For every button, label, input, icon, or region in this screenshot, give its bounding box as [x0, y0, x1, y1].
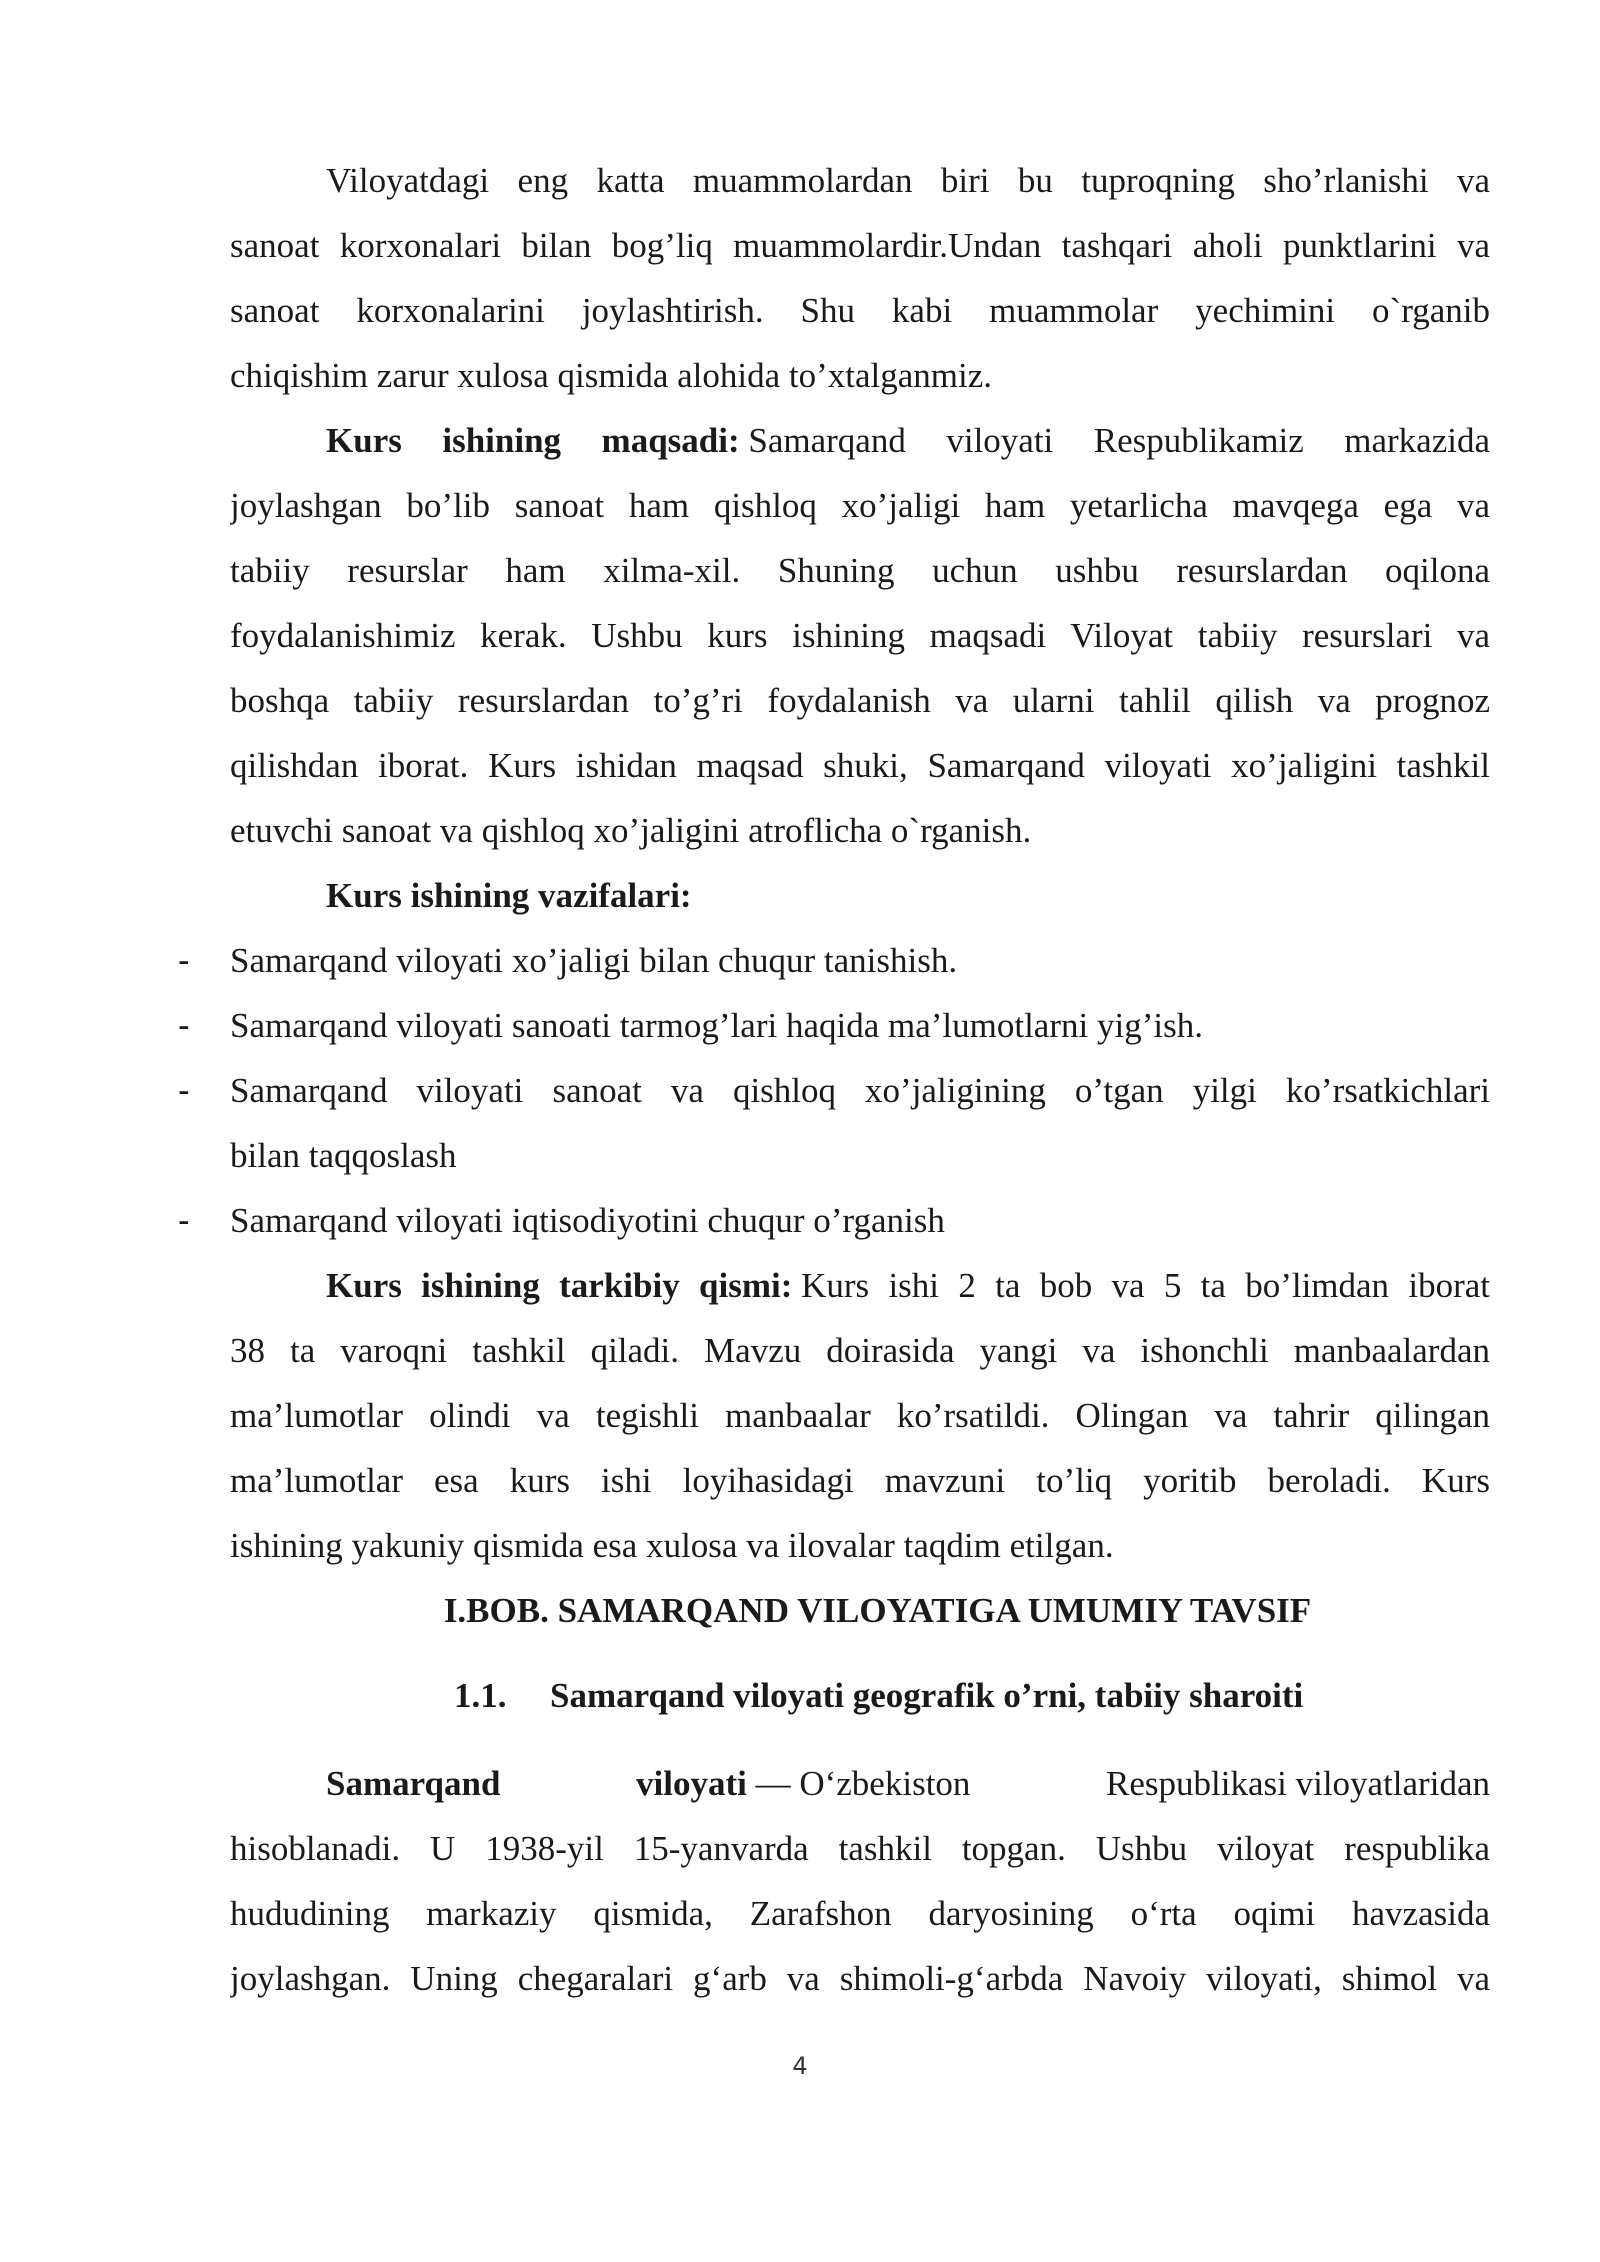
- section-title: Samarqand viloyati geografik o’rni, tabiiy sharoiti: [550, 1676, 1304, 1715]
- tasks-heading-block: [230, 863, 1490, 928]
- text-line: joylashgan bo’lib sanoat ham qishloq xo’jaligi ham yetarlicha mavqega ega va: [230, 486, 1490, 525]
- list-item-text: Samarqand viloyati iqtisodiyotini chuqur o’rganish: [230, 1201, 945, 1240]
- list-item: [0, 1058, 1600, 1188]
- chapter-heading: I.BOB. SAMARQAND VILOYATIGA UMUMIY TAVSIF: [443, 1591, 1312, 1630]
- list-item-text: Samarqand viloyati sanoati tarmog’lari haqida ma’lumotlarni yig’ish.: [230, 1006, 1203, 1045]
- text-line: ma’lumotlar esa kurs ishi loyihasidagi mavzuni to’liq yoritib beroladi. Kurs: [230, 1461, 1490, 1500]
- paragraph-structure: [230, 1253, 1490, 1578]
- text-line: chiqishim zarur xulosa qismida alohida to’xtalganmiz.: [230, 356, 993, 395]
- text-line: sanoat korxonalari bilan bog’liq muammolardir.Undan tashqari aholi punktlarini va: [230, 226, 1490, 265]
- text-line: [230, 1253, 1490, 1318]
- dash-bullet: -: [178, 1006, 190, 1045]
- text-line: joylashgan. Uning chegaralari g‘arb va shimoli-g‘arbda Navoiy viloyati, shimol va: [230, 1959, 1490, 1998]
- intro-middle: [636, 1751, 970, 1816]
- intro-uzbekistan: — O‘zbekiston: [746, 1764, 971, 1803]
- section-number: 1.1.: [454, 1676, 507, 1715]
- structure-first-line: Kurs ishi 2 ta bob va 5 ta bo’limdan iborat: [801, 1266, 1490, 1305]
- text-line: 38 ta varoqni tashkil qiladi. Mavzu doirasida yangi va ishonchli manbaalardan: [230, 1331, 1490, 1370]
- text-line: tabiiy resurslar ham xilma-xil. Shuning uchun ushbu resurslardan oqilona: [230, 551, 1490, 590]
- section-heading: [454, 1663, 1303, 1728]
- paragraph-intro-problems: [230, 148, 1490, 408]
- text-line: foydalanishimiz kerak. Ushbu kurs ishining maqsadi Viloyat tabiiy resurslari va: [230, 616, 1490, 655]
- list-item-text: bilan taqqoslash: [230, 1136, 457, 1175]
- text-line: [230, 1751, 1490, 1816]
- text-line: boshqa tabiiy resurslardan to’g’ri foydalanish va ularni tahlil qilish va prognoz: [230, 681, 1490, 720]
- text-line: [230, 408, 1490, 473]
- dash-bullet: -: [178, 941, 190, 980]
- list-item-text: Samarqand viloyati xo’jaligi bilan chuqur tanishish.: [230, 941, 958, 980]
- paragraph-aim: [230, 408, 1490, 863]
- list-item: [0, 928, 1600, 993]
- text-line: Viloyatdagi eng katta muammolardan biri bu tuproqning sho’rlanishi va: [326, 161, 1490, 200]
- text-line: hududining markaziy qismida, Zarafshon daryosining o‘rta oqimi havzasida: [230, 1894, 1490, 1933]
- tasks-heading-text: Kurs ishining vazifalari:: [326, 876, 692, 915]
- intro-word-viloyati: viloyati: [636, 1764, 747, 1803]
- text-line: qilishdan iborat. Kurs ishidan maqsad shuki, Samarqand viloyati xo’jaligini tashkil: [230, 746, 1490, 785]
- aim-first-line: Samarqand viloyati Respublikamiz markazida: [748, 421, 1490, 460]
- tasks-heading: [230, 863, 1490, 928]
- dash-bullet: -: [178, 1071, 190, 1110]
- text-line: ma’lumotlar olindi va tegishli manbaalar ko’rsatildi. Olingan va tahrir qilingan: [230, 1396, 1490, 1435]
- structure-label: Kurs ishining tarkibiy qismi:: [326, 1266, 793, 1305]
- dash-bullet: -: [178, 1201, 190, 1240]
- list-item: [0, 993, 1600, 1058]
- intro-tail: Respublikasi viloyatlaridan: [1106, 1764, 1490, 1803]
- intro-word-samarqand: Samarqand: [326, 1764, 501, 1803]
- text-line: hisoblanadi. U 1938-yil 15-yanvarda tashkil topgan. Ushbu viloyat respublika: [230, 1829, 1490, 1868]
- text-line: ishining yakuniy qismida esa xulosa va ilovalar taqdim etilgan.: [230, 1526, 1114, 1565]
- text-line: sanoat korxonalarini joylashtirish. Shu kabi muammolar yechimini o`rganib: [230, 291, 1490, 330]
- paragraph-region-intro: [230, 1751, 1490, 2011]
- list-item-text: Samarqand viloyati sanoat va qishloq xo’jaligining o’tgan yilgi ko’rsatkichlari: [230, 1071, 1490, 1110]
- aim-label: Kurs ishining maqsadi:: [326, 421, 740, 460]
- list-item: [0, 1188, 1600, 1253]
- text-line: etuvchi sanoat va qishloq xo’jaligini atroflicha o`rganish.: [230, 811, 1032, 850]
- page-number: 4: [792, 2052, 808, 2080]
